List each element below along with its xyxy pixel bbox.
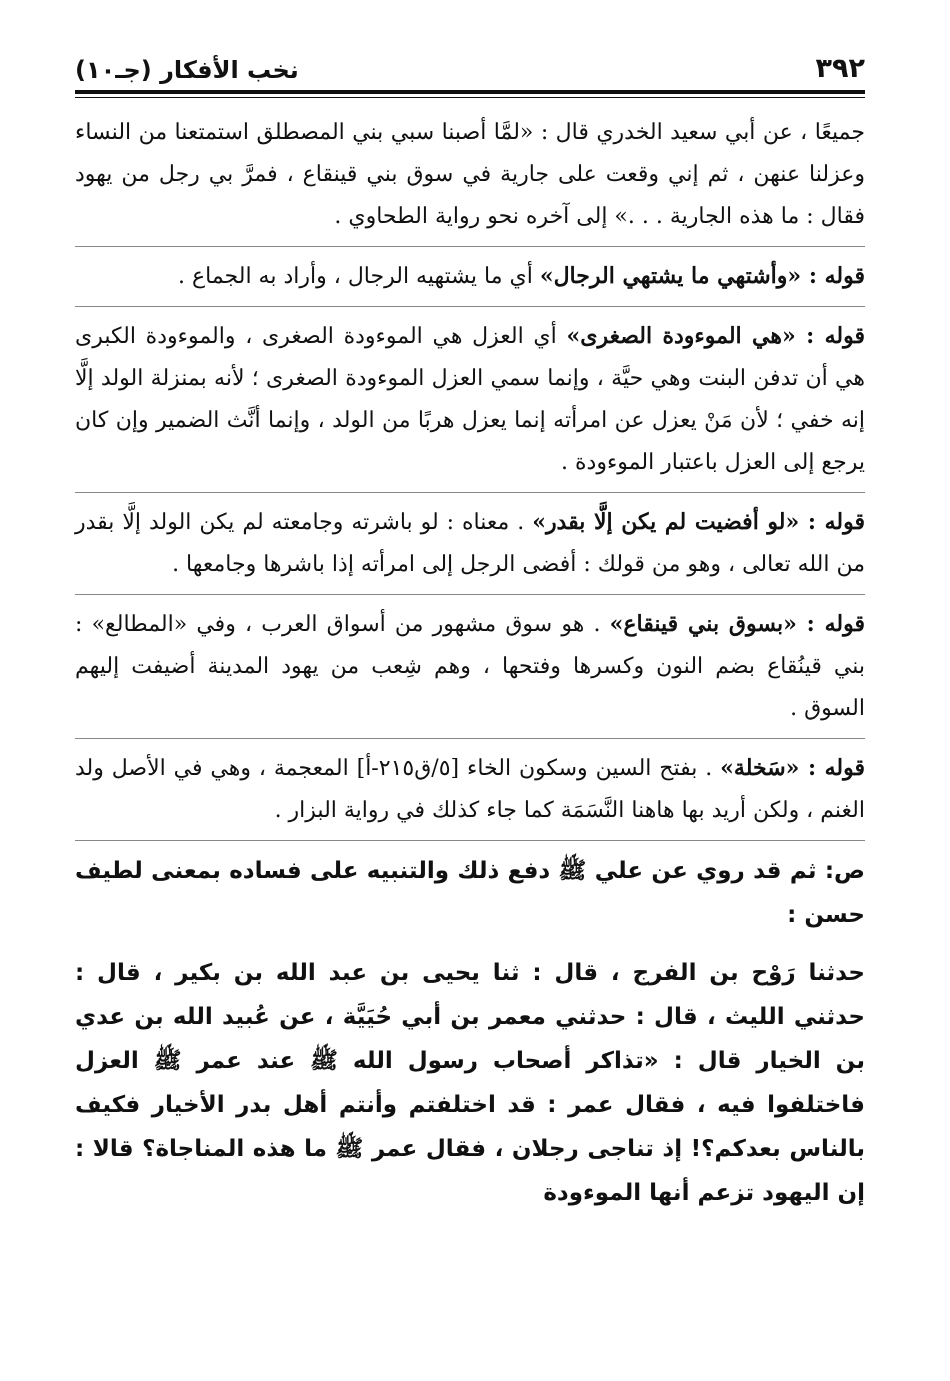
matn-text: ثم قد روي عن علي ﷺ دفع ذلك والتنبيه على فساده بمعنى لطيف حسن :	[75, 858, 865, 928]
commentary-paragraph	[75, 747, 865, 832]
hadith-text: حدثنا رَوْح بن الفرج ، قال : ثنا يحيى بن عبد الله بن بكير ، قال : حدثني الليث ، قال : حدثني معمر بن أبي حُيَيَّة ، عن عُبيد الله بن عدي بن الخيار قال : «تذاكر أصحاب رسول الله ﷺ عند عمر ﷺ العزل فاختلفوا فيه ، فقال عمر : قد اختلفتم وأنتم أهل بدر الأخيار فكيف بالناس بعدكم؟! إذ تناجى رجلان ، فقال عمر ﷺ ما هذه المناجاة؟ قالا : إن اليهود تزعم أنها الموءودة	[75, 960, 865, 1206]
commentary-term: قوله : «لو أفضيت لم يكن إلَّا بقدر»	[532, 509, 865, 535]
matn-marker: ص:	[824, 858, 865, 884]
divider	[75, 246, 865, 247]
commentary-term: قوله : «وأشتهي ما يشتهي الرجال»	[539, 263, 865, 289]
commentary-paragraph	[75, 255, 865, 298]
divider	[75, 594, 865, 595]
book-page	[75, 40, 865, 1360]
divider	[75, 306, 865, 307]
commentary-paragraph	[75, 315, 865, 484]
commentary-paragraph	[75, 603, 865, 730]
commentary-text: . معناه : لو باشرته وجامعته لم يكن الولد إلَّا بقدر من الله تعالى ، وهو من قولك : أفضى الرجل إلى امرأته إذا باشرها وجامعها .	[75, 510, 865, 577]
commentary-paragraph	[75, 501, 865, 586]
running-header	[75, 40, 865, 84]
header-rule	[75, 90, 865, 98]
matn-paragraph	[75, 849, 865, 937]
commentary-text: . بفتح السين وسكون الخاء [٥/ق٢١٥-أ] المعجمة ، وهي في الأصل ولد الغنم ، ولكن أريد بها هاهنا النَّسَمَة كما جاء كذلك في رواية البزار .	[75, 756, 865, 823]
matn-block	[75, 849, 865, 1215]
paragraph-text: جميعًا ، عن أبي سعيد الخدري قال : «لمَّا أصبنا سبي بني المصطلق استمتعنا من النساء وعزلنا عنهن ، ثم إني وقعت على جارية في سوق بني قينقاع ، فمرَّ بي رجل من يهود فقال : ما هذه الجارية . . .» إلى آخره نحو رواية الطحاوي .	[75, 120, 865, 229]
divider	[75, 738, 865, 739]
paragraph-intro	[75, 112, 865, 238]
divider	[75, 492, 865, 493]
hadith-paragraph	[75, 951, 865, 1215]
page-number: ٣٩٢	[815, 53, 865, 84]
divider	[75, 840, 865, 841]
commentary-text: أي العزل هي الموءودة الصغرى ، والموءودة الكبرى هي أن تدفن البنت وهي حيَّة ، وإنما سمي العزل الموءودة الصغرى ؛ لأنه بمنزلة الولد إلَّا إنه خفي ؛ لأن مَنْ يعزل عن امرأته إنما يعزل هربًا من الولد ، وإنما أنَّث الضمير وإن كان يرجع إلى العزل باعتبار الموءودة .	[75, 324, 865, 475]
commentary-term: قوله : «سَخلة»	[720, 755, 866, 781]
commentary-term: قوله : «بسوق بني قينقاع»	[609, 611, 865, 637]
commentary-text: أي ما يشتهيه الرجال ، وأراد به الجماع .	[178, 264, 540, 289]
book-title: نخب الأفكار (جـ١٠)	[75, 56, 299, 84]
commentary-text: . هو سوق مشهور من أسواق العرب ، وفي «المطالع» : بني قينُقاع بضم النون وكسرها وفتحها ، وهم شِعب من يهود المدينة أضيفت إليهم السوق .	[75, 612, 865, 721]
commentary-term: قوله : «هي الموءودة الصغرى»	[566, 323, 866, 349]
